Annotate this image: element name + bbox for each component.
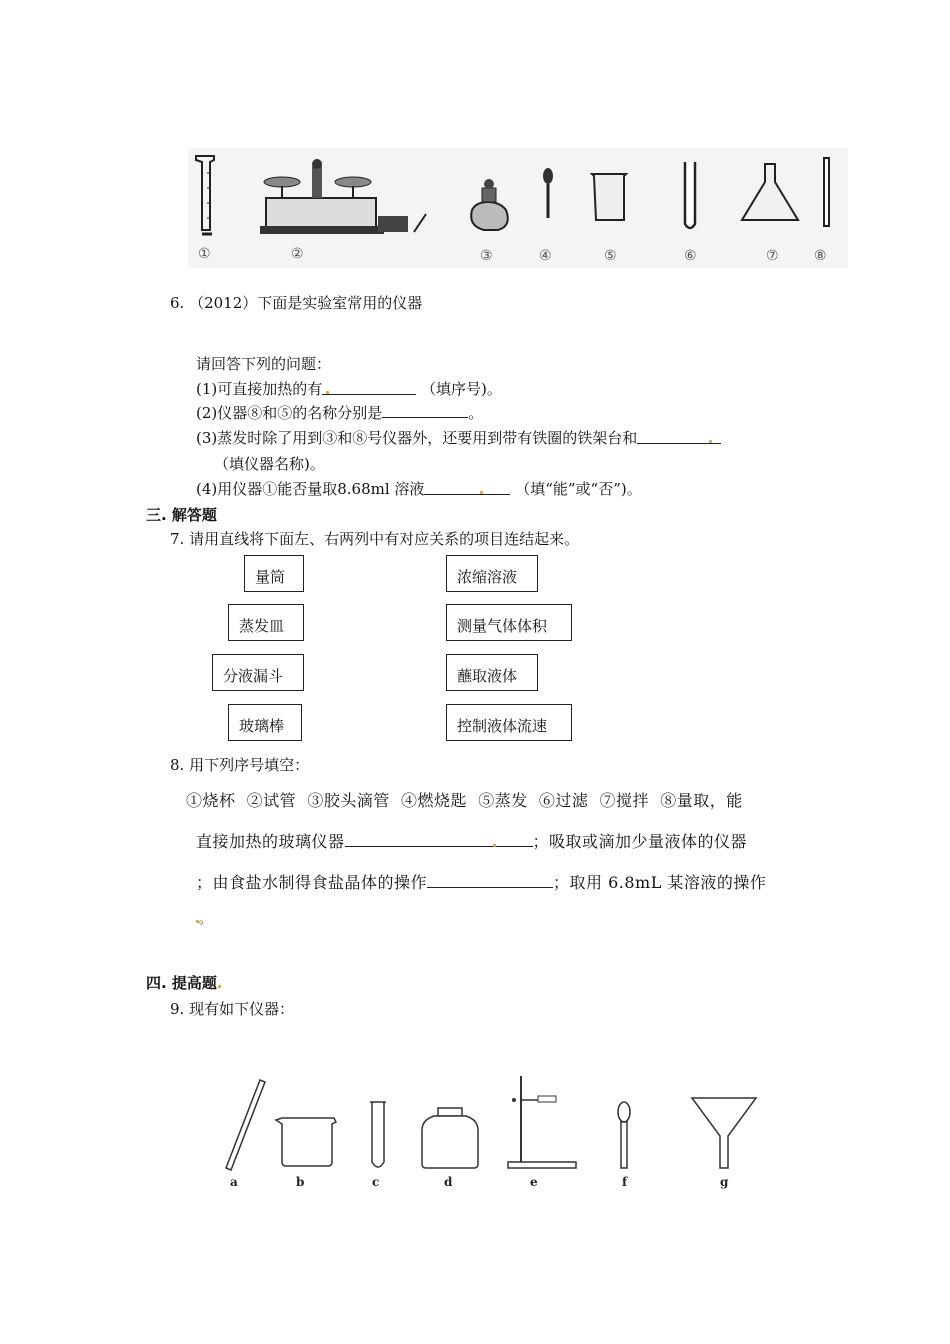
figure-label: ④ (539, 248, 552, 264)
figure-label: a (230, 1175, 238, 1189)
figure-label: b (296, 1175, 305, 1189)
q6-part1-suffix: （填序号)。 (416, 380, 502, 398)
q7-right-item[interactable]: 测量气体体积 (446, 604, 572, 641)
iron-stand-icon (508, 1076, 576, 1168)
instruments-figure-2 (216, 1072, 776, 1192)
section-3-title: 三. 解答题 (146, 506, 217, 524)
q6-part2 (196, 402, 483, 423)
q8-line3-suffix: ；取用 6.8mL 某溶液的操作 (553, 873, 767, 892)
q6-part2-text: (2)仪器⑧和⑤的名称分别是 (196, 404, 383, 422)
q6-part2-suffix: 。 (468, 404, 484, 422)
instruments-figure-1 (188, 148, 848, 268)
q6-title: 6. （2012）下面是实验室常用的仪器 (170, 294, 423, 312)
q7-left-item[interactable]: 玻璃棒 (228, 704, 302, 741)
q8-line2-text: 直接加热的玻璃仪器 (196, 832, 345, 851)
q6-intro: 请回答下列的问题： (196, 355, 332, 373)
test-tube-icon (685, 162, 695, 228)
glass-rod-icon (226, 1080, 265, 1170)
q7-left-item[interactable]: 分液漏斗 (212, 654, 304, 691)
section-4-title-text: 四. 提高题 (146, 974, 217, 992)
figure-label: ⑥ (684, 248, 697, 264)
answer-blank[interactable] (322, 380, 416, 395)
figure-label: ⑦ (766, 248, 779, 264)
q6-part1-text: (1)可直接加热的有 (196, 380, 323, 398)
figure-label: e (530, 1175, 538, 1189)
q6-part4-suffix: （填“能”或“否”)。 (510, 480, 642, 498)
q6-part4-text: (4)用仪器①能否量取8.68ml 溶液 (196, 480, 425, 498)
q8-line3 (196, 870, 766, 893)
q8-line3-text: ；由食盐水制得食盐晶体的操作 (196, 873, 428, 892)
figure-label: c (372, 1175, 380, 1189)
q6-part3 (196, 427, 721, 448)
q9-title: 9. 现有如下仪器： (170, 1000, 295, 1018)
beaker-icon (276, 1118, 336, 1166)
q8-line4-text: 。 (199, 912, 212, 926)
q6-part4 (196, 478, 642, 499)
figure-label: ③ (480, 248, 493, 264)
figure-label: g (720, 1175, 729, 1189)
q8-line4 (196, 908, 212, 927)
glass-rod-icon (824, 158, 829, 226)
q8-line2 (196, 829, 747, 852)
q8-line2-suffix: ；吸取或滴加少量液体的仪器 (532, 832, 748, 851)
q7-left-item[interactable]: 量筒 (244, 555, 304, 592)
figure-label: ⑤ (604, 248, 617, 264)
q6-part1 (196, 378, 502, 399)
figure-label: ① (198, 246, 211, 262)
figure-label: d (444, 1175, 453, 1189)
q7-title: 7. 请用直线将下面左、右两列中有对应关系的项目连结起来。 (170, 530, 580, 548)
answer-blank[interactable] (427, 873, 553, 888)
figure-label: ② (291, 246, 304, 262)
q7-left-item[interactable]: 蒸发皿 (228, 604, 304, 641)
answer-blank[interactable] (382, 403, 468, 418)
section-4-title (146, 972, 221, 993)
q7-right-item[interactable]: 浓缩溶液 (446, 555, 538, 592)
q6-part3-cont: （填仪器名称)。 (214, 455, 325, 473)
q8-line1: ①烧杯 ②试管 ③胶头滴管 ④燃烧匙 ⑤蒸发 ⑥过滤 ⑦搅拌 ⑧量取，能 (186, 791, 743, 810)
q7-right-item[interactable]: 控制液体流速 (446, 704, 572, 741)
q7-right-item[interactable]: 蘸取液体 (446, 654, 538, 691)
dropper-icon (618, 1102, 630, 1168)
answer-blank[interactable] (637, 429, 721, 444)
wide-mouth-bottle-icon (422, 1108, 478, 1168)
beaker-icon (592, 174, 626, 220)
q6-part3-text: (3)蒸发时除了用到③和⑧号仪器外，还要用到带有铁圈的铁架台和 (196, 429, 638, 447)
test-tube-icon (370, 1102, 386, 1167)
answer-blank[interactable] (345, 832, 533, 847)
funnel-icon (692, 1098, 756, 1168)
answer-blank[interactable] (424, 480, 510, 495)
figure-label: f (622, 1175, 628, 1189)
figure-label: ⑧ (814, 248, 827, 264)
q8-title: 8. 用下列序号填空： (170, 756, 310, 774)
